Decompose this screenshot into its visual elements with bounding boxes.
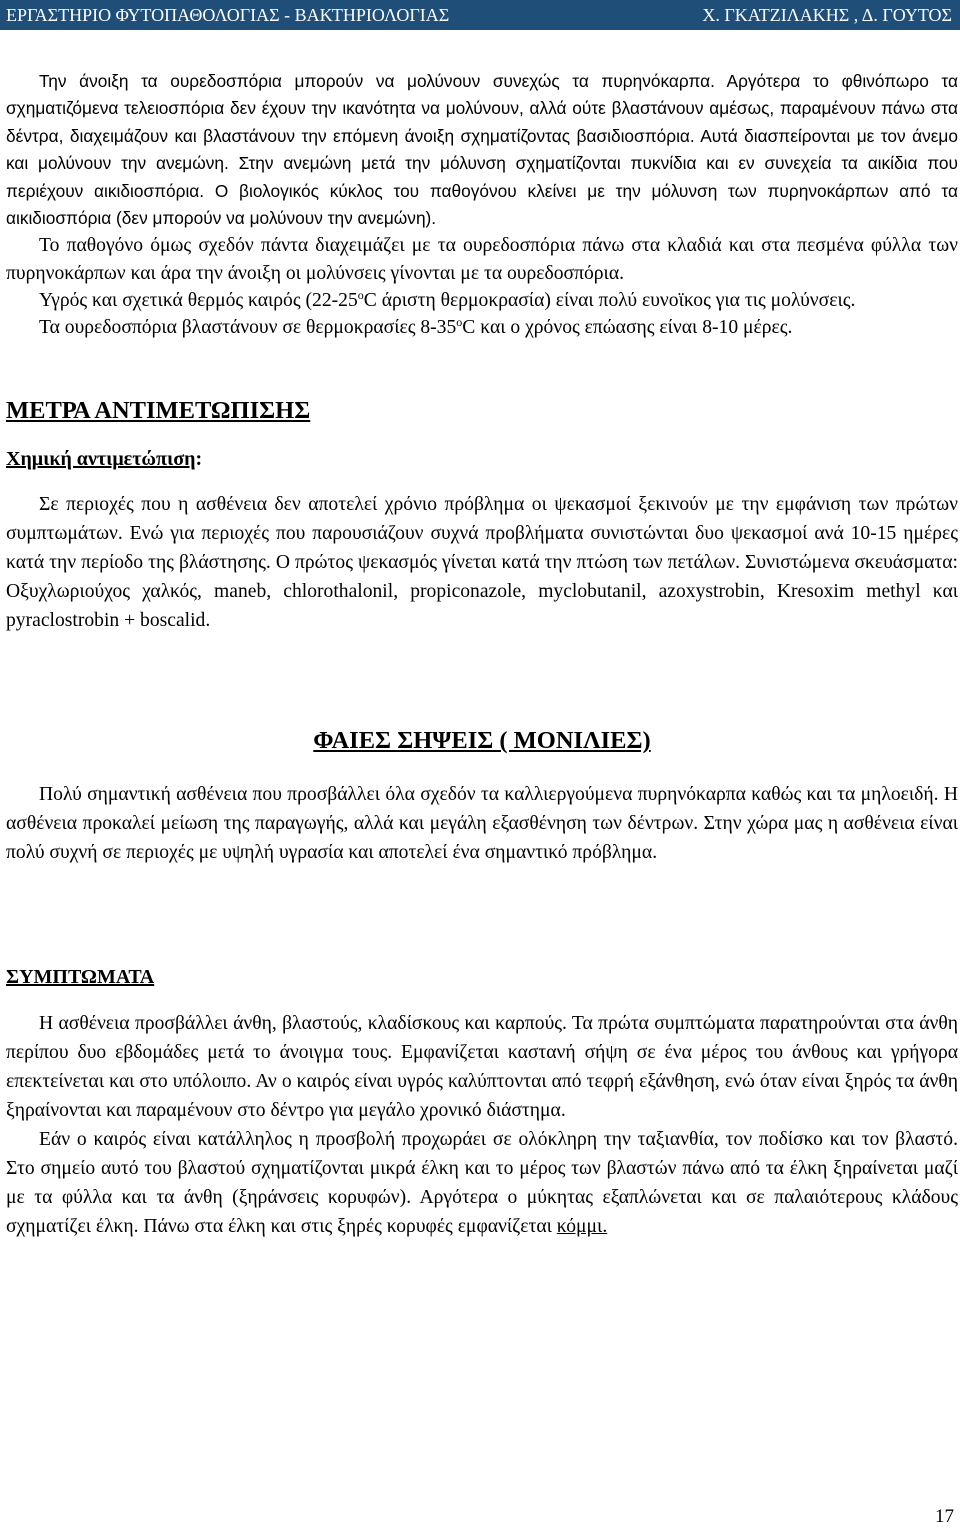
intro-p4-text-b: C και ο χρόνος επώασης είναι 8-10 μέρες. [462, 317, 793, 339]
intro-p3-text-b: C άριστη θερμοκρασία) είναι πολύ ευνοϊκος για τις μολύνσεις. [363, 289, 856, 311]
intro-paragraph-1: Την άνοιξη τα ουρεδοσπόρια μπορούν να μολύνουν συνεχώς τα πυρηνόκαρπα. Αργότερα το φθινόπωρο τα σχηματιζόμενα τελειοσπόρια δεν έχουν την ικανότητα να μολύνουν, αλλά ούτε βλαστάνουν αμέσως, παραμένουν πάνω στα δέντρα, διαχειμάζουν και βλαστάνουν την επόμενη άνοιξη σχηματίζοντας βασιδιοσπόρια. Αυτά διασπείρονται με τον άνεμο και μολύνουν την ανεμώνη. Στην ανεμώνη μετά την μόλυνση σχηματίζονται πυκνίδια και εν συνεχεία τα αικίδια που περιέχουν αικιδιοσπόρια. Ο βιολογικός κύκλος του παθογόνου κλείνει με την μόλυνση των πυρηνοκάρπων από τα αικιδιοσπόρια (δεν μπορούν να μολύνουν την ανεμώνη). [6, 71, 958, 229]
intro-p4-text-a: Τα ουρεδοσπόρια βλαστάνουν σε θερμοκρασίες 8-35 [39, 317, 457, 339]
page-header [0, 0, 960, 30]
symptoms-paragraph-1: Η ασθένεια προσβάλλει άνθη, βλαστούς, κλαδίσκους και καρπούς. Τα πρώτα συμπτώματα παρατηρούνται στα άνθη περίπου δυο εβδομάδες μετά το άνοιγμα τους. Εμφανίζεται καστανή σήψη σε ένα μέρος του άνθους και γρήγορα επεκτείνεται και στο υπόλοιπο. Αν ο καιρός είναι υγρός καλύπτονται από τεφρή εξάνθηση, ενώ όταν είναι ξηρός τα άνθη ξηραίνονται και παραμένουν στο δέντρο για μεγάλο χρονικό διάστημα. [6, 1013, 958, 1122]
gum-term: κόμμι. [556, 1216, 608, 1238]
document-body [6, 68, 958, 1241]
page-number: 17 [935, 1506, 954, 1527]
intro-paragraph-2: Το παθογόνο όμως σχεδόν πάντα διαχειμάζει με τα ουρεδοσπόρια πάνω στα κλαδιά και στα πεσμένα φύλλα των πυρηνοκάρπων και άρα την άνοιξη οι μολύνσεις γίνονται με τα ουρεδοσπόρια. [6, 235, 958, 284]
header-lab-title: ΕΡΓΑΣΤΗΡΙΟ ΦΥΤΟΠΑΘΟΛΟΓΙΑΣ - ΒΑΚΤΗΡΙΟΛΟΓΙΑΣ [6, 5, 450, 25]
header-authors: Χ. ΓΚΑΤΖΙΛΑΚΗΣ , Δ. ΓΟΥΤΟΣ [702, 5, 952, 25]
section-heading-measures: ΜΕΤΡΑ ΑΝΤΙΜΕΤΩΠΙΣΗΣ [6, 397, 311, 425]
intro-paragraph-3 [6, 287, 958, 314]
section-heading-symptoms: ΣΥΜΠΤΩΜΑΤΑ [6, 966, 155, 989]
symptoms-paragraph-2 [6, 1125, 958, 1241]
measures-paragraph: Σε περιοχές που η ασθένεια δεν αποτελεί χρόνιο πρόβλημα οι ψεκασμοί ξεκινούν με την εμφάνιση των πρώτων συμπτωμάτων. Ενώ για περιοχές που παρουσιάζουν συχνά προβλήματα συνιστώνται δυο ψεκασμοί ανά 10-15 ημέρες κατά την περίοδο της βλάστησης. Ο πρώτος ψεκασμός γίνεται κατά την πτώση των πετάλων. Συνιστώμενα σκευάσματα: Οξυχλωριούχος χαλκός, maneb, chlorothalonil, propiconazole, myclobutanil, azoxystrobin, Kresoxim methyl και pyraclostrobin + boscalid. [6, 494, 958, 632]
intro-p3-text-a: Υγρός και σχετικά θερμός καιρός (22-25 [39, 289, 358, 311]
degree-sup: ο [456, 315, 463, 330]
intro-paragraph-4 [6, 314, 958, 341]
subheading-colon: : [195, 448, 203, 471]
subheading-chemical [6, 448, 958, 471]
subheading-chemical-label: Χημική αντιμετώπιση [6, 448, 196, 471]
monilia-paragraph: Πολύ σημαντική ασθένεια που προσβάλλει όλα σχεδόν τα καλλιεργούμενα πυρηνόκαρπα καθώς και τα μηλοειδή. Η ασθένεια προκαλεί μείωση της παραγωγής, αλλά και μεγάλη εξασθένηση των δέντρων. Στην χώρα μας η ασθένεια είναι πολύ συχνή σε περιοχές με υψηλή υγρασία και αποτελεί ένα σημαντικό πρόβλημα. [6, 784, 958, 864]
section-heading-monilia: ΦΑΙΕΣ ΣΗΨΕΙΣ ( ΜΟΝΙΛΙΕΣ) [313, 727, 651, 755]
degree-sup: ο [357, 287, 364, 302]
symptoms-p2-text: Εάν ο καιρός είναι κατάλληλος η προσβολή προχωράει σε ολόκληρη την ταξιανθία, τον ποδίσκο και τον βλαστό. Στο σημείο αυτό του βλαστού σχηματίζονται μικρά έλκη και το μέρος των βλαστών πάνω από τα έλκη ξηραίνεται μαζί με τα φύλλα και τα άνθη (ξηράνσεις κορυφών). Αργότερα ο μύκητας εξαπλώνεται και σε παλαιότερους κλάδους σχηματίζει έλκη. Πάνω στα έλκη και στις ξηρές κορυφές εμφανίζεται [6, 1129, 958, 1238]
